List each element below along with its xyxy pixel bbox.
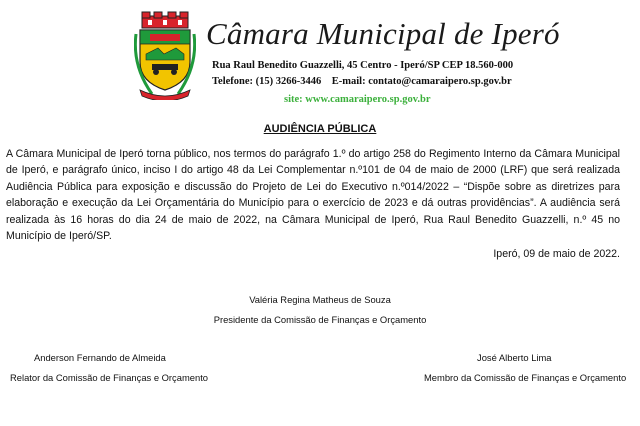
letterhead [0, 0, 640, 112]
member-name: José Alberto Lima [477, 352, 552, 363]
org-contact: Telefone: (15) 3266-3446 E-mail: contato@camaraipero.sp.gov.br [212, 76, 512, 87]
rapporteur-name: Anderson Fernando de Almeida [34, 352, 166, 363]
org-name: Câmara Municipal de Iperó [206, 16, 560, 51]
president-name: Valéria Regina Matheus de Souza [249, 294, 391, 305]
org-address: Rua Raul Benedito Guazzelli, 45 Centro - Iperó/SP CEP 18.560-000 [212, 60, 514, 71]
municipal-crest-icon [134, 10, 196, 100]
rapporteur-role: Relator da Comissão de Finanças e Orçamento [10, 372, 209, 383]
member-role: Membro da Comissão de Finanças e Orçamento [424, 372, 627, 383]
document-title: AUDIÊNCIA PÚBLICA [263, 123, 377, 135]
org-site-link[interactable]: site: www.camaraipero.sp.gov.br [284, 94, 431, 105]
document-date: Iperó, 09 de maio de 2022. [493, 248, 620, 260]
document-body: A Câmara Municipal de Iperó torna público, nos termos do parágrafo 1.º do artigo 258 do Regimento Interno da Câmara Municipal de Iperó, e parágrafo único, inciso I do artigo 48 da Lei Complementar n.º101 de 04 de maio de 2000 (LRF) que será realizada Audiência Pública para exposição e discussão do Projeto de Lei do Executivo n.º014/2022 – “Dispõe sobre as diretrizes para elaboração e execução da Lei Orçamentária do Município para o exercício de 2023 e dá outras providências”. A audiência será realizada às 16 horas do dia 24 de maio de 2022, na Câmara Municipal de Iperó, Rua Raul Benedito Guazzelli, n.º 45 no Município de Iperó/SP. [6, 148, 620, 243]
president-role: Presidente da Comissão de Finanças e Orçamento [213, 314, 427, 325]
